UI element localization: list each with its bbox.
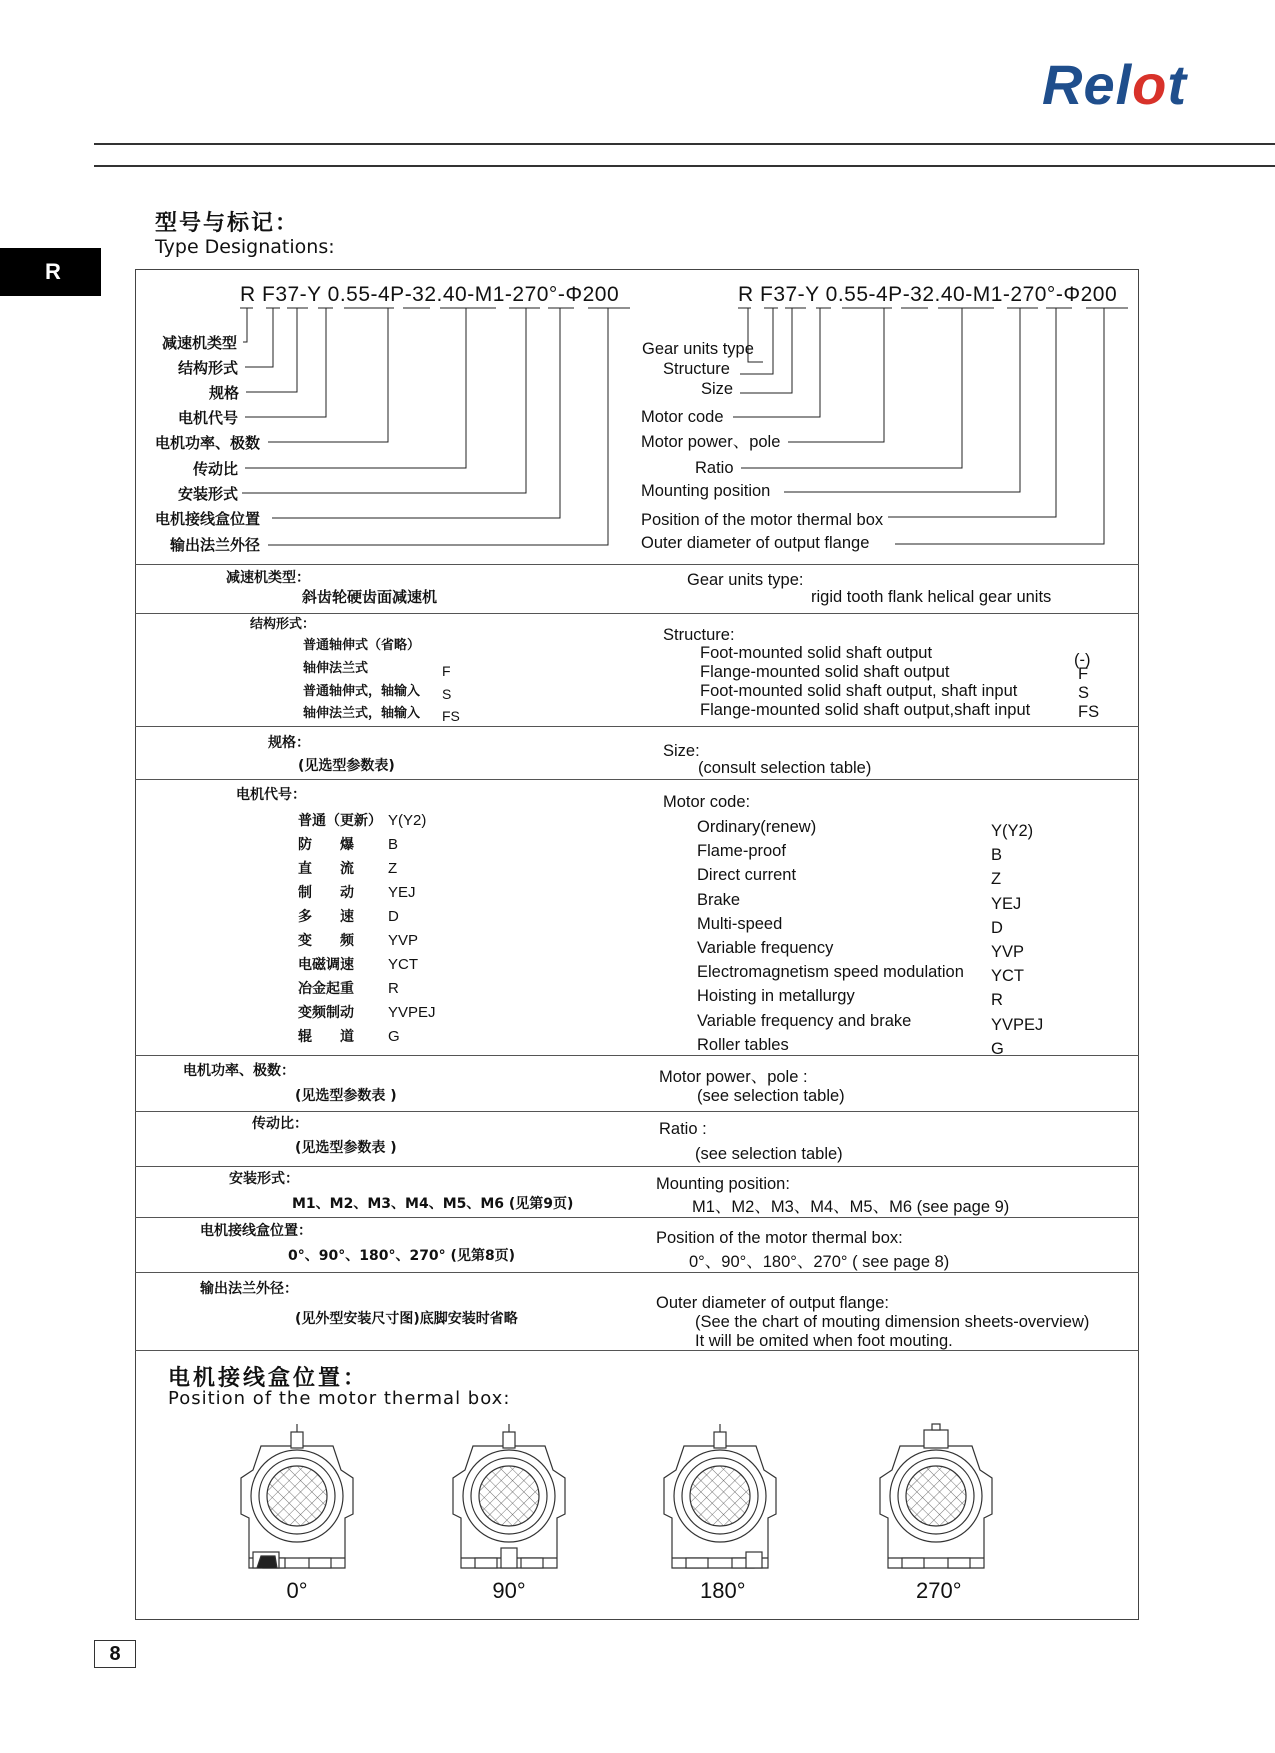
label-en-power: Motor power、pole (641, 433, 781, 451)
motor-en-item: Direct current (697, 866, 797, 885)
motor-cn-code: G (388, 1028, 400, 1045)
motor-en-item: Ordinary(renew) (697, 818, 817, 836)
motor-cn-item: 普通（更新） (298, 813, 382, 829)
mounting-en-value: M1、M2、M3、M4、M5、M6 (see page 9) (692, 1198, 1010, 1216)
motor-en-code: D (991, 918, 1003, 937)
box-en-head: Position of the motor thermal box: (656, 1229, 903, 1247)
label-cn-ratio: 传动比 (193, 460, 239, 478)
motor-cn-item: 电磁调速 (298, 957, 354, 973)
motor-cn-item: 辊 道 (298, 1029, 354, 1045)
motor-cn-item: 冶金起重 (298, 981, 354, 997)
structure-cn-item: 轴伸法兰式，轴输入 (303, 706, 421, 721)
motor-en-code: Z (991, 870, 1002, 889)
leader-line (246, 308, 297, 392)
type-cn-head: 减速机类型： (226, 570, 310, 586)
label-cn-mounting: 安装形式 (178, 485, 239, 503)
thermal-section-title-en: Position of the motor thermal box: (168, 1388, 511, 1409)
flange-en-value-1: (See the chart of mouting dimension sheets-overview) (695, 1313, 1090, 1331)
structure-en-item: Flange-mounted solid shaft output,shaft input (700, 701, 1031, 719)
motor-en-item: Electromagnetism speed modulation (697, 963, 964, 982)
leader-line (245, 308, 466, 468)
power-en-value: (see selection table) (697, 1087, 845, 1105)
ratio-en-value: (see selection table) (695, 1145, 843, 1163)
motor-en-item: Flame-proof (697, 842, 786, 861)
motor-en-item: Brake (697, 890, 741, 909)
structure-en-code: FS (1078, 703, 1100, 721)
motor-cn-code: Z (388, 860, 398, 877)
motor-cn-item: 变频制动 (298, 1005, 354, 1021)
label-en-motor: Motor code (641, 408, 724, 426)
power-cn-value: (见选型参数表 ) (295, 1088, 397, 1104)
flange-cn-head: 输出法兰外径： (200, 1281, 298, 1297)
structure-en-item: Foot-mounted solid shaft output, shaft input (700, 682, 1018, 700)
type-en-value: rigid tooth flank helical gear units (811, 588, 1052, 606)
leader-line (888, 308, 1056, 517)
motor-cn-code: YCT (388, 956, 418, 973)
flange-cn-value: (见外型安装尺寸图)底脚安装时省略 (295, 1311, 518, 1327)
section-tab: R (0, 248, 101, 296)
designation-code-en: R F37-Y 0.55-4P-32.40-M1-270°-Φ200 (738, 283, 1118, 306)
motor-en-code: R (991, 991, 1003, 1010)
structure-en-head: Structure: (663, 626, 735, 644)
motor-cn-item: 多 速 (298, 909, 354, 925)
motor-cn-code: R (388, 980, 399, 997)
label-cn-size: 规格 (209, 384, 240, 402)
motor-en-code: YEJ (991, 894, 1022, 913)
label-cn-type: 减速机类型 (162, 334, 238, 352)
page-title-cn: 型号与标记： (155, 211, 300, 236)
motor-cn-code: YVP (388, 932, 419, 949)
leader-line (788, 308, 884, 442)
leader-line (242, 308, 526, 493)
label-cn-flange: 输出法兰外径 (170, 536, 261, 554)
motor-en-item: Variable frequency and brake (697, 1011, 912, 1030)
page-title-en: Type Designations: (155, 236, 335, 258)
structure-cn-code: FS (442, 708, 460, 724)
type-cn-value: 斜齿轮硬齿面减速机 (302, 588, 438, 606)
motor-en-code: G (991, 1039, 1004, 1058)
structure-en-code: (-) (1074, 651, 1091, 669)
structure-cn-code: S (442, 686, 452, 702)
designation-code-cn: R F37-Y 0.55-4P-32.40-M1-270°-Φ200 (240, 283, 620, 306)
motor-cn-item: 直 流 (298, 861, 354, 877)
motor-en-code: B (991, 846, 1003, 865)
structure-cn-head: 结构形式： (250, 617, 316, 632)
label-cn-motor: 电机代号 (178, 409, 239, 427)
label-cn-structure: 结构形式 (178, 359, 239, 377)
gearbox-diagram (866, 1418, 1006, 1578)
size-cn-value: (见选型参数表) (298, 758, 395, 774)
thermal-position-label: 0° (286, 1578, 308, 1603)
motor-en-item: Roller tables (697, 1035, 789, 1054)
power-en-head: Motor power、pole : (659, 1068, 808, 1086)
label-en-structure: Structure (663, 360, 730, 378)
leader-line (272, 308, 560, 518)
label-cn-box: 电机接线盒位置 (155, 510, 261, 528)
motor-en-item: Variable frequency (697, 939, 834, 957)
motor-en-code: YCT (991, 967, 1024, 986)
thermal-position-label: 90° (492, 1578, 526, 1603)
structure-en-code: F (1078, 665, 1089, 683)
label-en-mounting: Mounting position (641, 482, 771, 500)
size-cn-head: 规格： (268, 735, 310, 751)
label-en-ratio: Ratio (695, 459, 734, 477)
motor-cn-code: YEJ (388, 884, 416, 901)
flange-en-head: Outer diameter of output flange: (656, 1294, 889, 1312)
brand-logo: Relot (1042, 53, 1188, 116)
motor-cn-code: YVPEJ (388, 1004, 436, 1021)
leader-line (268, 308, 608, 545)
ratio-en-head: Ratio : (659, 1120, 707, 1138)
structure-cn-item: 普通轴伸式（省略） (303, 638, 421, 653)
box-cn-head: 电机接线盒位置： (200, 1223, 312, 1239)
size-en-value: (consult selection table) (698, 759, 872, 777)
ratio-cn-value: (见选型参数表 ) (295, 1140, 397, 1156)
thermal-section-title-cn: 电机接线盒位置： (168, 1366, 369, 1391)
motor-cn-item: 防 爆 (298, 837, 354, 853)
ratio-cn-head: 传动比： (252, 1116, 308, 1132)
label-cn-power: 电机功率、极数 (155, 434, 261, 452)
motor-en-item: Multi-speed (697, 914, 783, 933)
structure-cn-item: 轴伸法兰式 (303, 661, 369, 676)
gearbox-diagram (650, 1418, 790, 1578)
gearbox-diagram (227, 1418, 367, 1578)
mounting-en-head: Mounting position: (656, 1175, 790, 1193)
motor-cn-item: 变 频 (298, 933, 354, 949)
motor-cn-code: B (388, 836, 399, 853)
size-en-head: Size: (663, 742, 700, 760)
thermal-position-label: 270° (916, 1578, 962, 1603)
thermal-position-label: 180° (700, 1578, 746, 1603)
label-en-type: Gear units type (642, 340, 754, 358)
box-cn-value: 0°、90°、180°、270° (见第8页) (288, 1248, 516, 1264)
leader-line (895, 308, 1104, 544)
leader-line (245, 308, 326, 417)
leader-line (784, 308, 1020, 492)
box-en-value: 0°、90°、180°、270° ( see page 8) (689, 1253, 950, 1271)
motor-cn-code: D (388, 908, 399, 925)
leader-line (243, 308, 247, 342)
motor-cn-head: 电机代号： (236, 787, 306, 803)
label-en-flange: Outer diameter of output flange (641, 534, 870, 552)
structure-en-code: S (1078, 684, 1090, 702)
mounting-cn-head: 安装形式： (229, 1171, 299, 1187)
leader-line (245, 308, 273, 367)
motor-en-item: Hoisting in metallurgy (697, 987, 855, 1006)
label-en-box: Position of the motor thermal box (641, 511, 884, 529)
flange-en-value-2: It will be omited when foot mouting. (695, 1332, 953, 1350)
gearbox-diagram (439, 1418, 579, 1578)
mounting-cn-value: M1、M2、M3、M4、M5、M6 (见第9页) (292, 1196, 574, 1212)
type-en-head: Gear units type: (687, 571, 804, 589)
label-en-size: Size (701, 380, 734, 398)
power-cn-head: 电机功率、极数： (183, 1063, 295, 1079)
leader-line (268, 308, 388, 442)
motor-en-code: YVP (991, 943, 1025, 961)
structure-cn-code: F (442, 663, 451, 679)
motor-en-code: YVPEJ (991, 1015, 1044, 1034)
motor-cn-item: 制 动 (298, 885, 354, 901)
structure-en-item: Flange-mounted solid shaft output (700, 663, 950, 681)
page-number: 8 (94, 1640, 136, 1668)
leader-line (733, 308, 820, 417)
structure-cn-item: 普通轴伸式，轴输入 (303, 684, 421, 699)
structure-en-item: Foot-mounted solid shaft output (700, 644, 933, 662)
motor-en-code: Y(Y2) (991, 822, 1034, 840)
motor-cn-code: Y(Y2) (388, 812, 427, 829)
motor-en-head: Motor code: (663, 793, 751, 811)
